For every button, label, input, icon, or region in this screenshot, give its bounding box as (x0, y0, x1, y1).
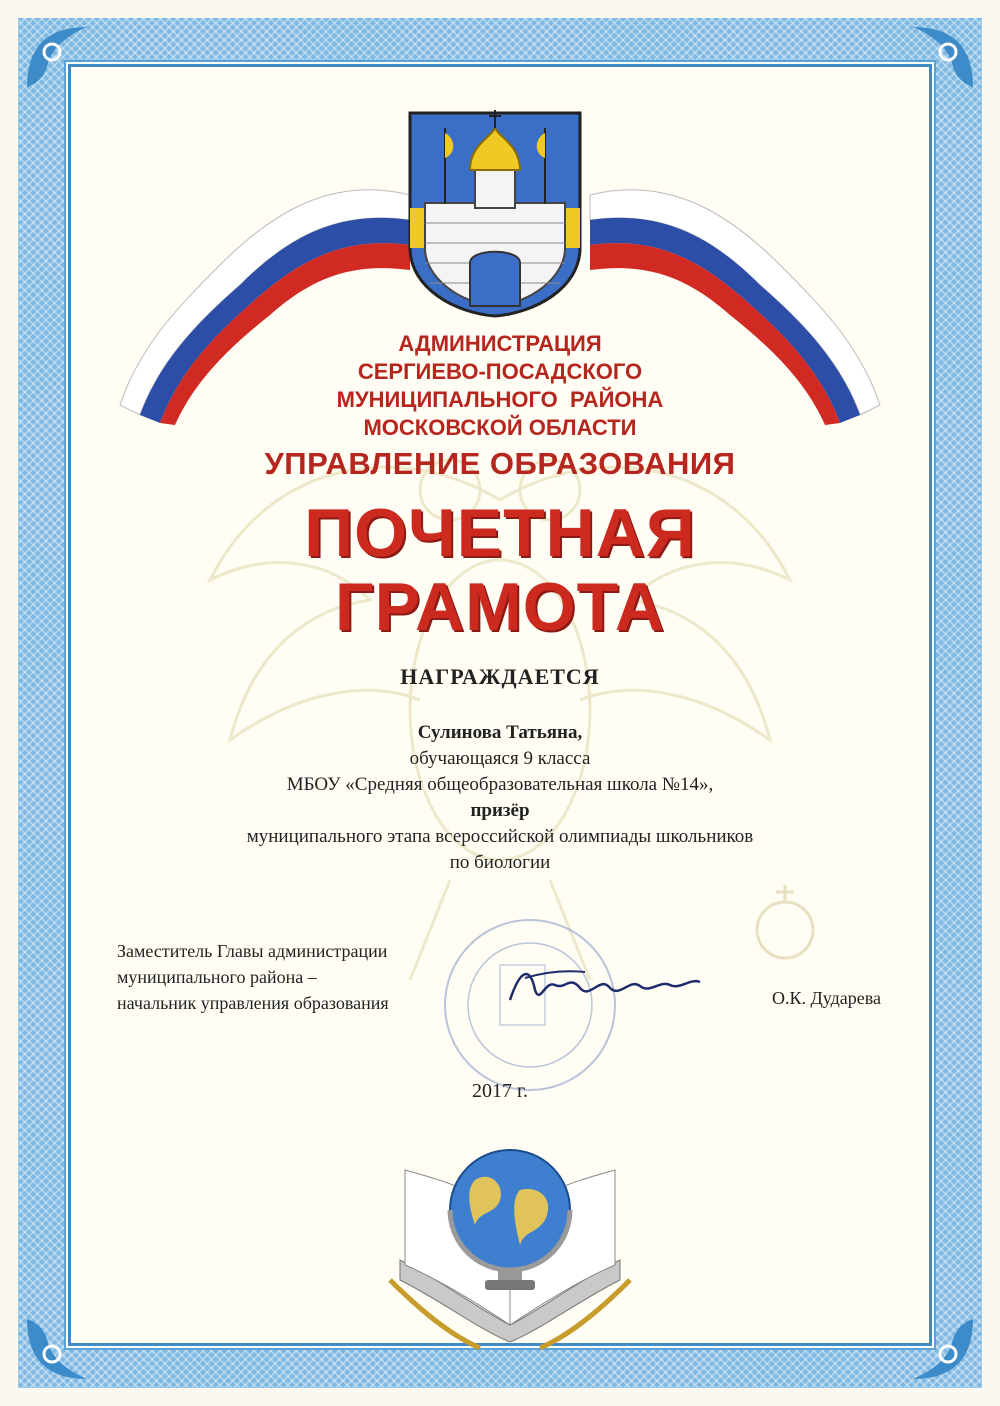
signatory-name: О.К. Дударева (772, 988, 882, 1008)
title-line-1: ПОЧЕТНАЯ (304, 495, 696, 571)
position-line: Заместитель Главы администрации (117, 941, 388, 961)
position-line: муниципального района – (117, 967, 317, 987)
admin-line: МОСКОВСКОЙ ОБЛАСТИ (363, 415, 637, 440)
crown-watermark-icon (740, 880, 830, 960)
handwritten-signature (505, 960, 705, 1010)
olympiad-event: муниципального этапа всероссийской олимпиады школьников (246, 826, 754, 847)
coat-of-arms-icon (405, 108, 585, 318)
position-line: начальник управления образования (117, 993, 389, 1013)
recipient-grade: обучающаяся 9 класса (409, 748, 591, 769)
department-name: УПРАВЛЕНИЕ ОБРАЗОВАНИЯ (264, 446, 736, 481)
title-line-2: ГРАМОТА (335, 569, 665, 645)
awarded-label: НАГРАЖДАЕТСЯ (400, 664, 600, 689)
certificate-year: 2017 г. (472, 1080, 528, 1102)
recipient-school: МБОУ «Средняя общеобразовательная школа №14», (286, 774, 714, 795)
globe-and-book-icon (380, 1110, 640, 1350)
certificate-title (100, 496, 900, 644)
admin-line: СЕРГИЕВО-ПОСАДСКОГО (357, 359, 643, 384)
recipient-details (100, 720, 900, 876)
recipient-status: призёр (470, 800, 530, 821)
admin-line: АДМИНИСТРАЦИЯ (398, 331, 602, 356)
signatory-position (117, 938, 389, 1016)
olympiad-subject: по биологии (449, 852, 551, 873)
recipient-name: Сулинова Татьяна, (417, 722, 583, 743)
admin-line: МУНИЦИПАЛЬНОГО РАЙОНА (336, 387, 664, 412)
administration-header (100, 330, 900, 442)
